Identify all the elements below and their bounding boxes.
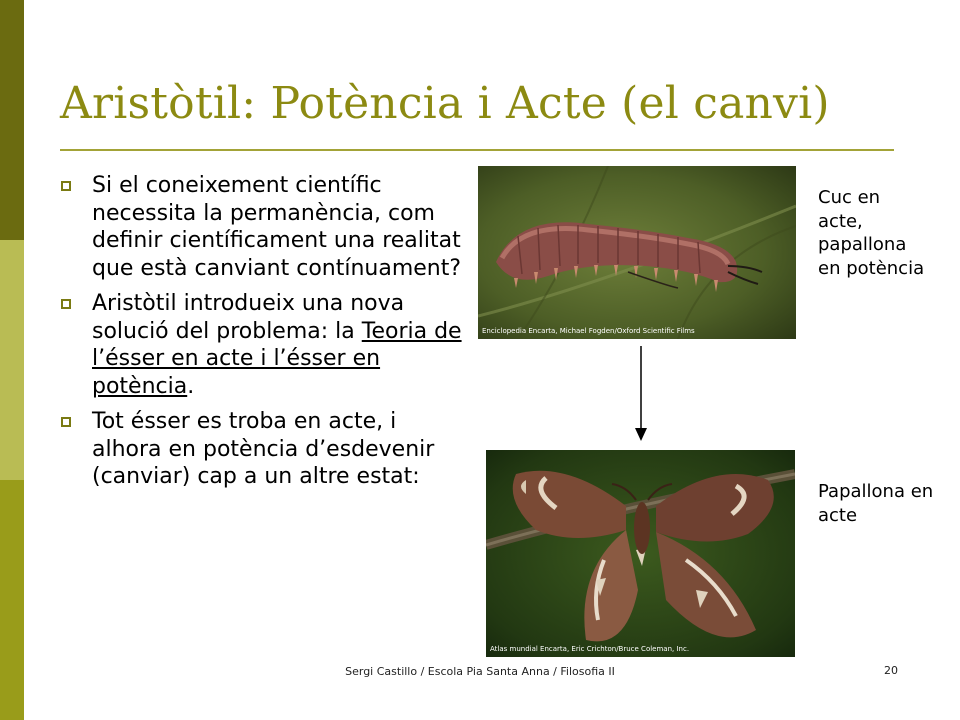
caterpillar-caption: Cuc en acte, papallona en potència xyxy=(818,187,925,279)
sidebar-band-middle xyxy=(0,240,24,480)
square-bullet-icon xyxy=(61,417,71,427)
image-credit: Enciclopedia Encarta, Michael Fogden/Oxford Scientific Films xyxy=(482,327,695,335)
bullet-text: Aristòtil introdueix una nova solució del problema: la xyxy=(92,291,405,344)
bullet-text: Tot ésser es troba en acte, i alhora en potència d’esdevenir (canviar) cap a un altre estat: xyxy=(92,409,435,489)
title-underline xyxy=(60,149,894,151)
bullet-list xyxy=(58,172,468,499)
slide-title: Aristòtil: Potència i Acte (el canvi) xyxy=(60,78,830,129)
sidebar-band-bottom xyxy=(0,480,24,720)
caterpillar-photo xyxy=(478,166,796,339)
bullet-item xyxy=(58,408,468,491)
image-credit: Atlas mundial Encarta, Eric Crichton/Bruce Coleman, Inc. xyxy=(490,645,690,653)
bullet-text-end: . xyxy=(187,373,195,399)
moth-caption: Papallona en acte xyxy=(818,481,934,526)
bullet-text: Si el coneixement científic necessita la permanència, com definir científicament una realitat que està canviant contínuament? xyxy=(92,173,462,281)
page-number: 20 xyxy=(884,664,898,677)
bullet-item xyxy=(58,172,468,282)
arrow-down-icon xyxy=(632,346,650,442)
footer-text: Sergi Castillo / Escola Pia Santa Anna / Filosofia II xyxy=(345,665,615,678)
sidebar-band-top xyxy=(0,0,24,240)
theory-link[interactable]: Teoria de l’ésser en acte i l’ésser en potència xyxy=(92,318,462,399)
square-bullet-icon xyxy=(61,299,71,309)
bullet-item xyxy=(58,290,468,400)
moth-photo xyxy=(486,450,795,657)
square-bullet-icon xyxy=(61,181,71,191)
